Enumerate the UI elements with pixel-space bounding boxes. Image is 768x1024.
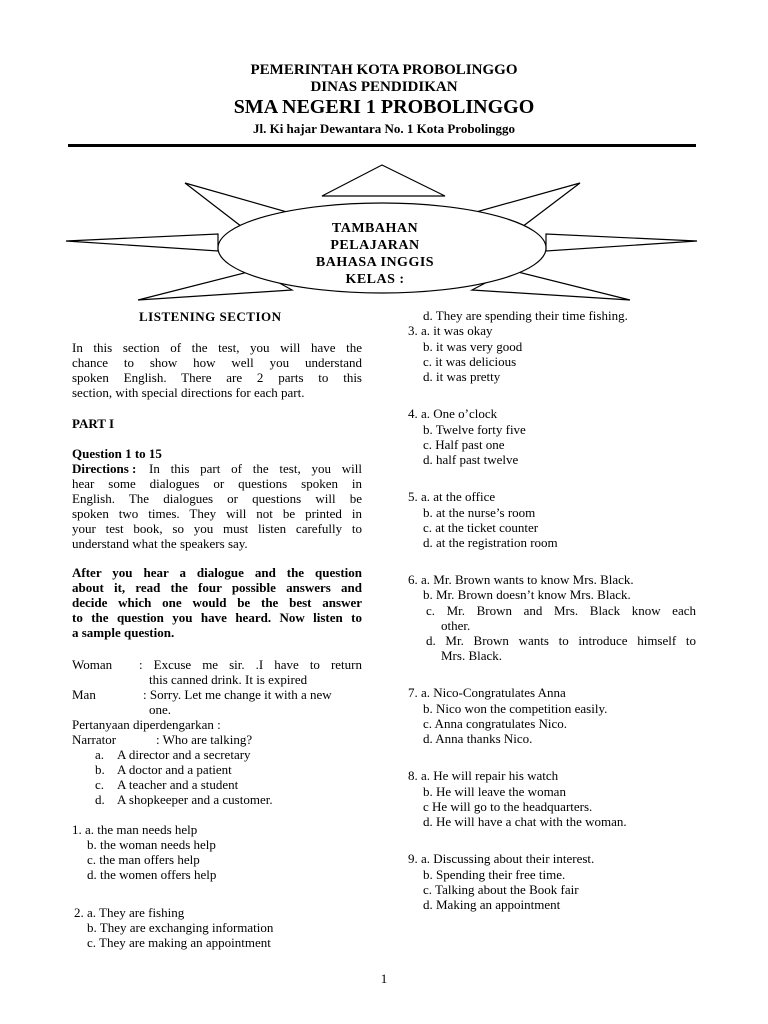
sample-option-letter: d. xyxy=(95,792,105,807)
q6-option: other. xyxy=(441,618,471,633)
part-heading: PART I xyxy=(72,416,115,431)
sample-option-text: A shopkeeper and a customer. xyxy=(117,792,273,807)
header-address: Jl. Ki hajar Dewantara No. 1 Kota Probolinggo xyxy=(252,121,516,136)
dialogue-line: one. xyxy=(149,702,172,717)
q9-option: 9. a. Discussing about their interest. xyxy=(408,851,595,866)
q7-option: c. Anna congratulates Nico. xyxy=(423,716,568,731)
intro-line: section, with special directions for each part. xyxy=(72,385,305,400)
q3-option: 3. a. it was okay xyxy=(408,323,493,338)
q8-option: d. He will have a chat with the woman. xyxy=(423,814,627,829)
ray-right xyxy=(546,234,697,251)
banner-line: TAMBAHAN xyxy=(331,221,419,236)
q1-option: c. the man offers help xyxy=(87,852,200,867)
q7-option: 7. a. Nico-Congratulates Anna xyxy=(408,685,566,700)
q8-option: 8. a. He will repair his watch xyxy=(408,768,559,783)
q5-option: c. at the ticket counter xyxy=(423,520,539,535)
q7-option: b. Nico won the competition easily. xyxy=(423,701,608,716)
directions-line: understand what the speakers say. xyxy=(72,536,248,551)
q7-option: d. Anna thanks Nico. xyxy=(423,731,533,746)
instruction-line: decide which one would be the best answer xyxy=(72,595,362,610)
q1-option: 1. a. the man needs help xyxy=(72,822,198,837)
directions-line: In this part of the test, you will xyxy=(149,461,362,476)
intro-line: spoken English. There are 2 parts to this xyxy=(72,370,362,385)
ray-top xyxy=(322,165,445,196)
q5-option: d. at the registration room xyxy=(423,535,558,550)
directions-label: Directions : xyxy=(72,461,137,476)
q6-option: c. Mr. Brown and Mrs. Black know each xyxy=(426,603,696,618)
instruction-line: to the question you have heard. Now listen to xyxy=(72,610,362,625)
sample-option-letter: c. xyxy=(95,777,105,792)
instruction-line: After you hear a dialogue and the question xyxy=(72,565,362,580)
speaker-narrator: Narrator xyxy=(72,732,117,747)
q4-option: 4. a. One o’clock xyxy=(408,406,498,421)
dialogue-line: this canned drink. It is expired xyxy=(149,672,308,687)
q9-option: c. Talking about the Book fair xyxy=(423,882,579,897)
directions-line: your test book, so you must listen carefully to xyxy=(72,521,362,536)
q3-option: d. it was pretty xyxy=(423,369,501,384)
banner-line: PELAJARAN xyxy=(330,238,420,253)
intro-line: chance to show how well you understand xyxy=(72,355,362,370)
dialogue-line: : Excuse me sir. .I have to return xyxy=(139,657,362,672)
directions-line: English. The dialogues or questions will be xyxy=(72,491,362,506)
instruction-line: about it, read the four possible answers and xyxy=(72,580,362,595)
question-range: Question 1 to 15 xyxy=(72,446,162,461)
q1-option: b. the woman needs help xyxy=(87,837,216,852)
q6-option: 6. a. Mr. Brown wants to know Mrs. Black. xyxy=(408,572,634,587)
sample-option-text: A doctor and a patient xyxy=(117,762,232,777)
instruction-line: a sample question. xyxy=(72,625,175,640)
speaker-woman: Woman xyxy=(72,657,113,672)
q4-option: d. half past twelve xyxy=(423,452,519,467)
banner-line: BAHASA INGGIS xyxy=(315,255,435,270)
sample-option-text: A teacher and a student xyxy=(117,777,239,792)
q9-option: d. Making an appointment xyxy=(423,897,561,912)
sample-option-letter: b. xyxy=(95,762,105,777)
q6-option: d. Mr. Brown wants to introduce himself to xyxy=(426,633,696,648)
q2-option: d. They are spending their time fishing. xyxy=(423,308,628,323)
q2-option: 2. a. They are fishing xyxy=(74,905,185,920)
banner-title xyxy=(300,220,450,288)
q9-option: b. Spending their free time. xyxy=(423,867,566,882)
q6-option: Mrs. Black. xyxy=(441,648,503,663)
q4-option: b. Twelve forty five xyxy=(423,422,526,437)
q1-option: d. the women offers help xyxy=(87,867,217,882)
q6-option: b. Mr. Brown doesn’t know Mrs. Black. xyxy=(423,587,631,602)
dialogue-line: : Sorry. Let me change it with a new xyxy=(143,687,332,702)
intro-line: In this section of the test, you will have the xyxy=(72,340,362,355)
q3-option: c. it was delicious xyxy=(423,354,517,369)
section-title: LISTENING SECTION xyxy=(139,309,282,324)
header-government: PEMERINTAH KOTA PROBOLINGGO xyxy=(250,62,518,78)
q8-option: b. He will leave the woman xyxy=(423,784,566,799)
q2-option: c. They are making an appointment xyxy=(87,935,271,950)
dialogue-line: : Who are talking? xyxy=(156,732,253,747)
sample-option-letter: a. xyxy=(95,747,105,762)
q8-option: c He will go to the headquarters. xyxy=(423,799,593,814)
header-department: DINAS PENDIDIKAN xyxy=(310,79,458,95)
speaker-man: Man xyxy=(72,687,96,702)
directions-line: hear some dialogues or questions spoken in xyxy=(72,476,362,491)
q5-option: 5. a. at the office xyxy=(408,489,496,504)
q2-option: b. They are exchanging information xyxy=(87,920,274,935)
page-number: 1 xyxy=(380,971,388,986)
q5-option: b. at the nurse’s room xyxy=(423,505,536,520)
question-heard-label: Pertanyaan diperdengarkan : xyxy=(72,717,221,732)
q4-option: c. Half past one xyxy=(423,437,505,452)
q3-option: b. it was very good xyxy=(423,339,523,354)
ray-left xyxy=(66,234,218,251)
sample-option-text: A director and a secretary xyxy=(117,747,251,762)
banner-line: KELAS : xyxy=(345,272,405,287)
header-school-name: SMA NEGERI 1 PROBOLINGGO xyxy=(233,96,535,118)
directions-line: spoken two times. They will not be printed in xyxy=(72,506,362,521)
